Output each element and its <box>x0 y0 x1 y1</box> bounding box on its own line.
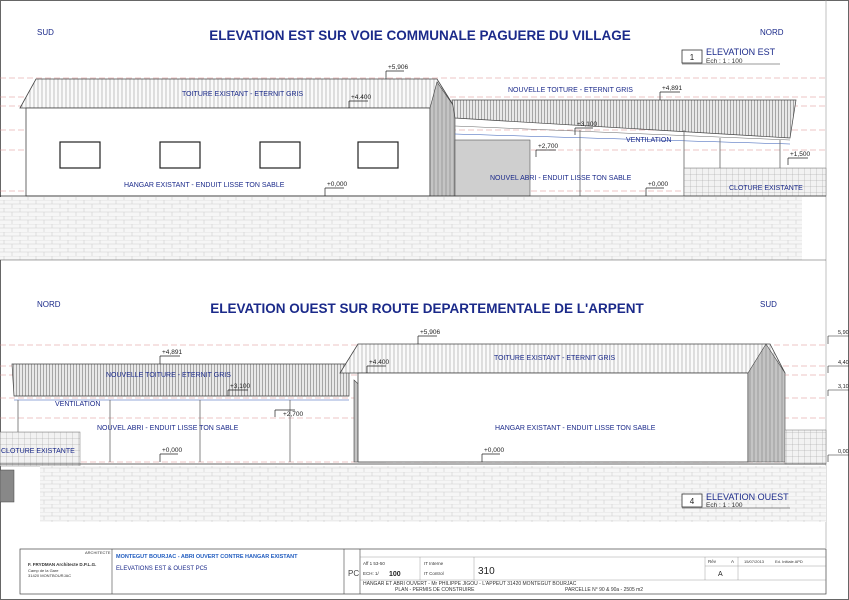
bottom-label-abri: NOUVEL ABRI - ENDUIT LISSE TON SABLE <box>97 425 239 432</box>
architect-address-2: 31420 MONTBOURJAC <box>28 573 72 578</box>
it-interne: IT Interne <box>424 561 444 566</box>
sheet-number: 310 <box>478 566 495 577</box>
top-elevation <box>0 28 826 260</box>
right-scale-000: 0,00 <box>838 449 849 455</box>
description-line-3: PARCELLE N° 90 & 90a - 2505 m2 <box>565 587 644 593</box>
top-view-number: 1 <box>689 53 695 62</box>
top-ground-hatch <box>0 197 802 260</box>
architect-address-1: Camp de la Gare <box>28 568 59 573</box>
top-label-existing-roof: TOITURE EXISTANT - ETERNIT GRIS <box>182 91 304 98</box>
top-label-fence: CLOTURE EXISTANTE <box>729 185 803 192</box>
top-level-4400: +4.400 <box>351 94 372 101</box>
architect-name: F. FRYDMAN Architecte D.P.L.G. <box>28 562 97 567</box>
bottom-level-0-left: +0,000 <box>162 447 183 454</box>
bottom-new-roof <box>12 364 349 396</box>
bottom-view-number: 4 <box>689 497 695 506</box>
description-line-1: HANGAR ET ABRI OUVERT - Mr PHILIPPE JIGOU - L'APPEUT 31420 MONTEGUT BOURJAC <box>363 581 577 587</box>
bottom-label-hangar: HANGAR EXISTANT - ENDUIT LISSE TON SABLE <box>495 425 656 432</box>
top-view-title: ELEVATION EST <box>706 47 776 57</box>
bottom-level-2700: +2,700 <box>283 411 304 418</box>
bottom-view-title: ELEVATION OUEST <box>706 492 789 502</box>
top-new-shelter-wall <box>455 140 530 196</box>
bottom-existing-hangar-wall <box>358 373 748 462</box>
top-gable-wall <box>430 82 455 196</box>
bottom-label-ventilation: VENTILATION <box>55 401 101 408</box>
top-label-ventilation: VENTILATION <box>626 137 672 144</box>
revision-note: Ed. Initiale APD <box>775 559 803 564</box>
bottom-level-4400: +4.400 <box>369 359 390 366</box>
top-right-orientation: NORD <box>760 28 784 37</box>
top-level-5906: +5,906 <box>388 64 409 71</box>
title-block <box>20 549 826 594</box>
bottom-view-scale: Ech : 1 : 100 <box>706 502 743 509</box>
top-level-0-right: +0,000 <box>648 181 669 188</box>
bottom-right-orientation: SUD <box>760 300 777 309</box>
top-level-3100: +3,100 <box>577 121 598 128</box>
top-level-2700: +2,700 <box>538 143 559 150</box>
top-view-scale: Ech : 1 : 100 <box>706 58 743 65</box>
top-window-4 <box>358 142 398 168</box>
bottom-label-new-roof: NOUVELLE TOITURE - ETERNIT GRIS <box>106 372 231 379</box>
sheet-title: ELEVATIONS EST & OUEST PC5 <box>116 566 208 572</box>
top-window-1 <box>60 142 100 168</box>
bottom-label-fence: CLOTURE EXISTANTE <box>1 448 75 455</box>
it-control: IT Control <box>424 571 444 576</box>
top-elevation-title: ELEVATION EST SUR VOIE COMMUNALE PAGUERE DU VILLAGE <box>209 28 631 43</box>
top-new-roof <box>452 100 796 138</box>
top-level-0-left: +0,000 <box>327 181 348 188</box>
bottom-level-3100: +3,100 <box>230 383 251 390</box>
scale-label: ECH: 1/ <box>363 571 379 576</box>
right-level-scale <box>828 330 849 462</box>
architect-header: ARCHITECTE <box>85 550 111 555</box>
right-scale-590: 5,90 <box>838 330 849 336</box>
right-scale-440: 4,40 <box>838 360 849 366</box>
right-scale-310: 3,10 <box>838 384 849 390</box>
top-label-hangar: HANGAR EXISTANT - ENDUIT LISSE TON SABLE <box>124 182 285 189</box>
top-level-1500: +1,500 <box>790 151 811 158</box>
revision-value: A <box>718 571 723 578</box>
top-window-2 <box>160 142 200 168</box>
bottom-left-orientation: NORD <box>37 300 61 309</box>
bottom-elevation <box>0 300 826 522</box>
revision-label: Rév <box>708 559 717 564</box>
bottom-level-0-right: +0,000 <box>484 447 505 454</box>
bottom-label-existing-roof: TOITURE EXISTANT - ETERNIT GRIS <box>494 355 616 362</box>
bottom-existing-fence-right <box>785 430 826 464</box>
sheet-side-code: PC <box>348 569 360 578</box>
top-left-orientation: SUD <box>37 28 54 37</box>
scale-value: 100 <box>389 571 401 578</box>
top-label-new-roof: NOUVELLE TOITURE - ETERNIT GRIS <box>508 87 633 94</box>
top-label-abri: NOUVEL ABRI - ENDUIT LISSE TON SABLE <box>490 175 632 182</box>
aff-number: Aff 1 53-50 <box>363 561 385 566</box>
top-level-4891: +4,891 <box>662 85 683 92</box>
top-window-3 <box>260 142 300 168</box>
project-title: MONTEGUT BOURJAC - ABRI OUVERT CONTRE HANGAR EXISTANT <box>116 554 298 560</box>
bottom-elevation-title: ELEVATION OUEST SUR ROUTE DEPARTEMENTALE DE L'ARPENT <box>210 301 644 316</box>
description-line-2: PLAN - PERMIS DE CONSTRUIRE <box>395 587 475 593</box>
bottom-level-5906: +5,906 <box>420 329 441 336</box>
revision-code: A <box>731 559 735 564</box>
bottom-level-4891: +4,891 <box>162 349 183 356</box>
revision-date: 15/07/2013 <box>744 559 765 564</box>
